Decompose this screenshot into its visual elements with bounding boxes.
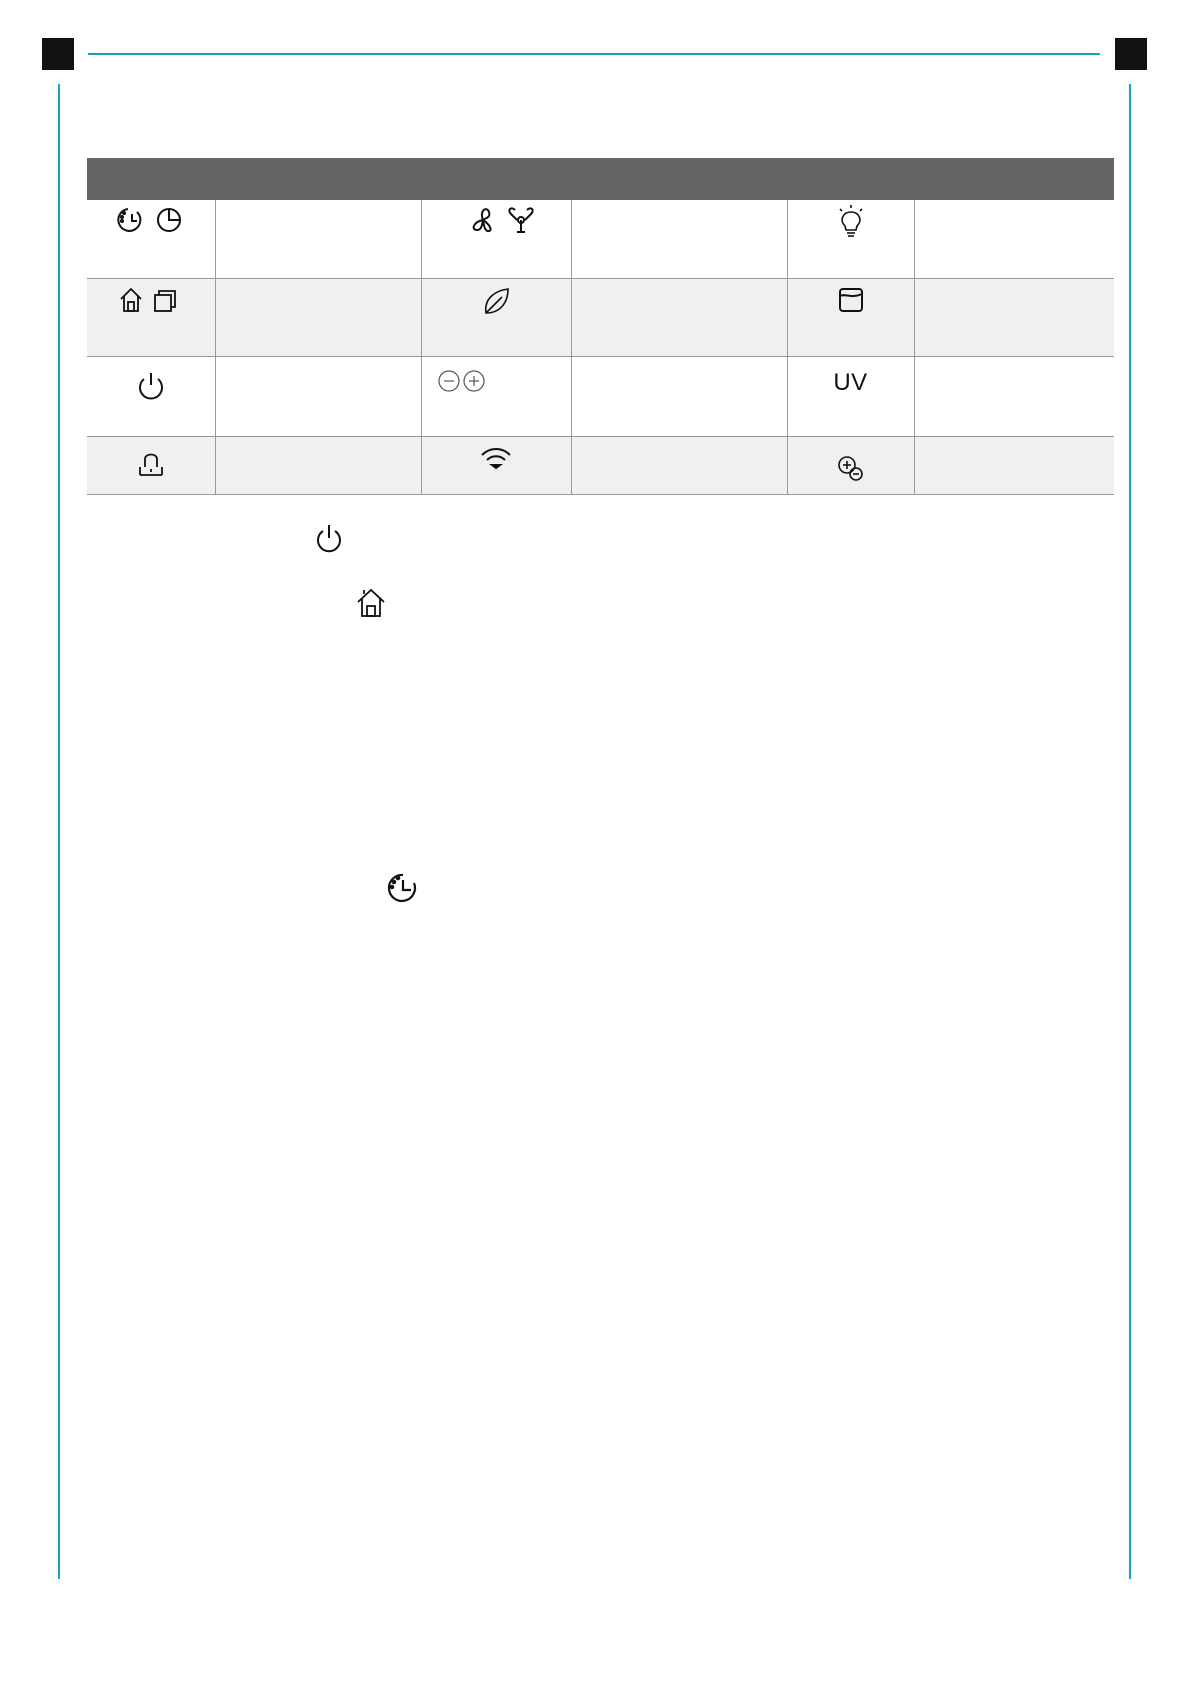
timer-icon	[386, 871, 420, 905]
symbol-cell	[87, 436, 215, 494]
table-row	[87, 200, 1114, 278]
symbol-table	[87, 158, 1114, 495]
plus-icon	[464, 371, 484, 391]
table-header-bar	[87, 158, 1114, 200]
symbol-cell	[421, 200, 571, 278]
top-rule	[88, 53, 1100, 55]
description-cell	[571, 436, 787, 494]
description-cell	[914, 200, 1114, 278]
symbol-cell	[787, 200, 914, 278]
registration-mark-top-right	[1115, 38, 1147, 70]
window-mode-icon	[155, 291, 175, 311]
table-row	[87, 356, 1114, 436]
registration-mark-top-left	[42, 38, 74, 70]
description-cell	[914, 436, 1114, 494]
minus-icon	[439, 371, 459, 391]
table-row	[87, 436, 1114, 494]
description-cell	[215, 436, 421, 494]
right-rule	[1129, 84, 1131, 1579]
description-cell	[215, 356, 421, 436]
timer-on-icon	[118, 209, 140, 231]
uv-label: UV	[833, 368, 868, 396]
home-mode-icon	[121, 289, 141, 311]
symbol-cell	[87, 356, 215, 436]
symbol-cell	[421, 436, 571, 494]
home-mode-icon	[356, 587, 386, 619]
leaf-icon	[486, 289, 508, 313]
description-cell	[914, 278, 1114, 356]
symbol-cell	[421, 356, 571, 436]
child-lock-icon	[140, 454, 162, 475]
filter-icon	[840, 289, 862, 311]
symbol-cell	[787, 436, 914, 494]
fan-speed-icon	[474, 209, 491, 231]
fan-icon	[509, 208, 532, 232]
symbol-cell	[87, 200, 215, 278]
power-icon	[314, 522, 344, 554]
light-bulb-icon	[840, 205, 862, 236]
wifi-icon	[482, 449, 510, 468]
timer-off-icon	[158, 209, 180, 231]
description-cell	[571, 200, 787, 278]
symbol-cell	[87, 278, 215, 356]
symbol-cell	[787, 278, 914, 356]
symbol-cell	[787, 356, 914, 436]
description-cell	[215, 200, 421, 278]
table-row	[87, 278, 1114, 356]
description-cell	[571, 278, 787, 356]
symbol-cell	[421, 278, 571, 356]
zoom-plus-minus-icon	[839, 457, 862, 480]
left-rule	[58, 84, 60, 1579]
power-icon	[140, 373, 162, 398]
description-cell	[215, 278, 421, 356]
description-cell	[571, 356, 787, 436]
description-cell	[914, 356, 1114, 436]
